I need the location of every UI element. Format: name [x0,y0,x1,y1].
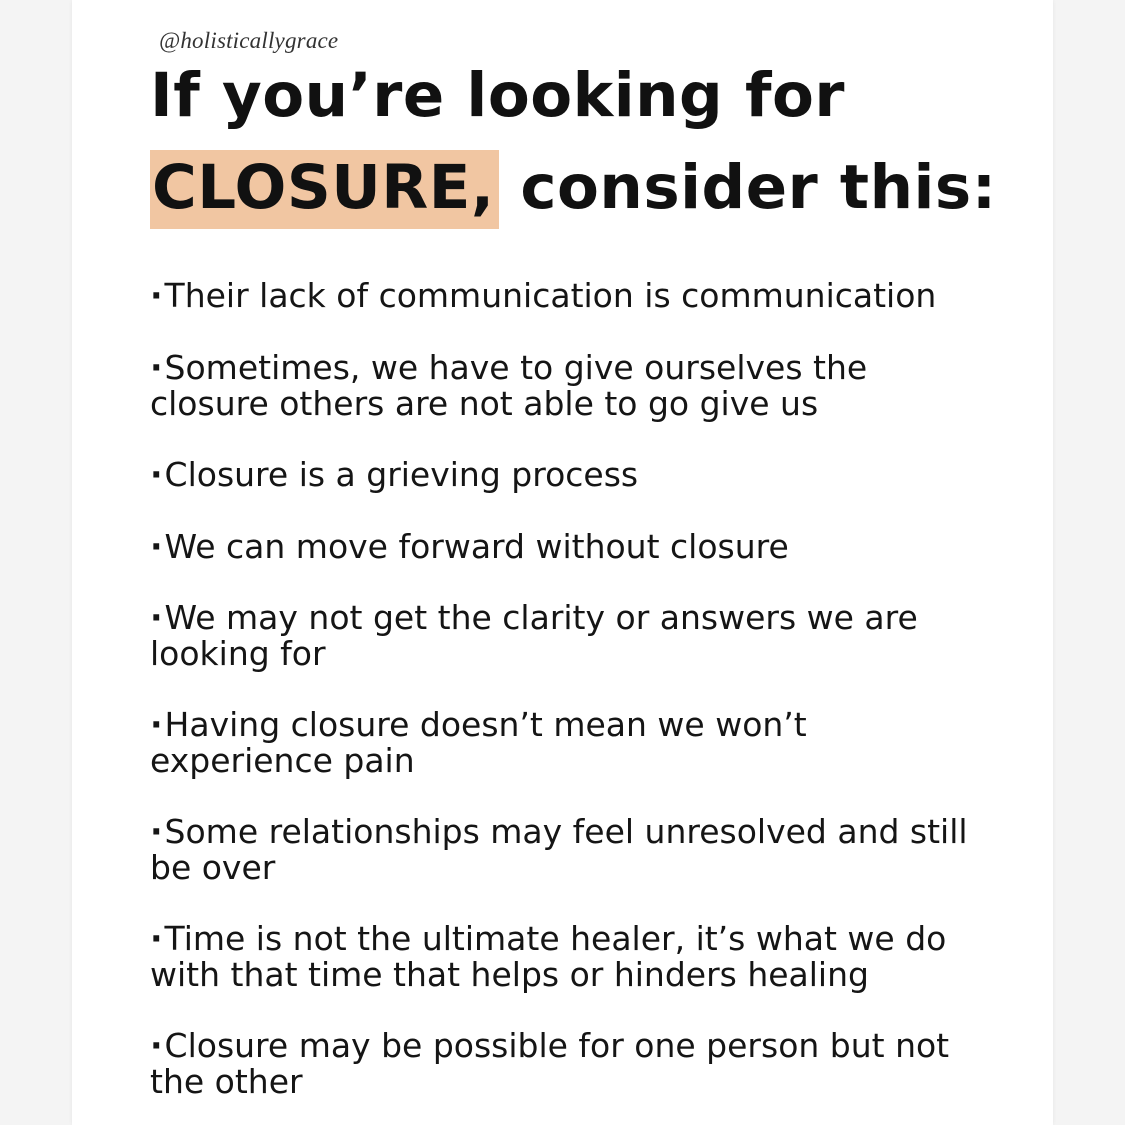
page-title [150,50,1050,234]
list-item-text: Time is not the ultimate healer, it’s what we do with that time that helps or hinders healing [150,919,947,994]
list-item [150,278,1030,314]
author-handle: @holisticallygrace [159,28,339,53]
list-item-text: Some relationships may feel unresolved and still be over [150,812,968,887]
bullet-icon: · [150,598,163,637]
bullet-icon: · [150,455,163,494]
list-item [150,529,1030,565]
list-item [150,814,970,886]
list-item [150,350,940,422]
title-highlight: CLOSURE, [150,150,499,229]
bullet-icon: · [150,919,163,958]
list-item-text: Closure may be possible for one person but not the other [150,1026,950,1101]
list-item [150,600,1010,672]
bullet-icon: · [150,705,163,744]
list-item [150,921,960,993]
list-item-text: We may not get the clarity or answers we are looking for [150,598,918,673]
list-item-text: Their lack of communication is communication [164,276,937,315]
list-item [150,457,1030,493]
list-item [150,707,870,779]
list-item-text: Closure is a grieving process [164,455,639,494]
title-line-2 [150,142,1050,234]
bullet-icon: · [150,812,163,851]
bullet-icon: · [150,348,163,387]
bullet-icon: · [150,276,163,315]
bullet-icon: · [150,1026,163,1065]
title-line-2-rest: consider this: [498,152,997,223]
list-item-text: We can move forward without closure [164,527,789,566]
bullet-icon: · [150,527,163,566]
title-line-1: If you’re looking for [150,60,845,131]
list-item-text: Having closure doesn’t mean we won’t experience pain [150,705,807,780]
list-item [150,1028,960,1100]
list-item-text: Sometimes, we have to give ourselves the closure others are not able to go give us [150,348,868,423]
